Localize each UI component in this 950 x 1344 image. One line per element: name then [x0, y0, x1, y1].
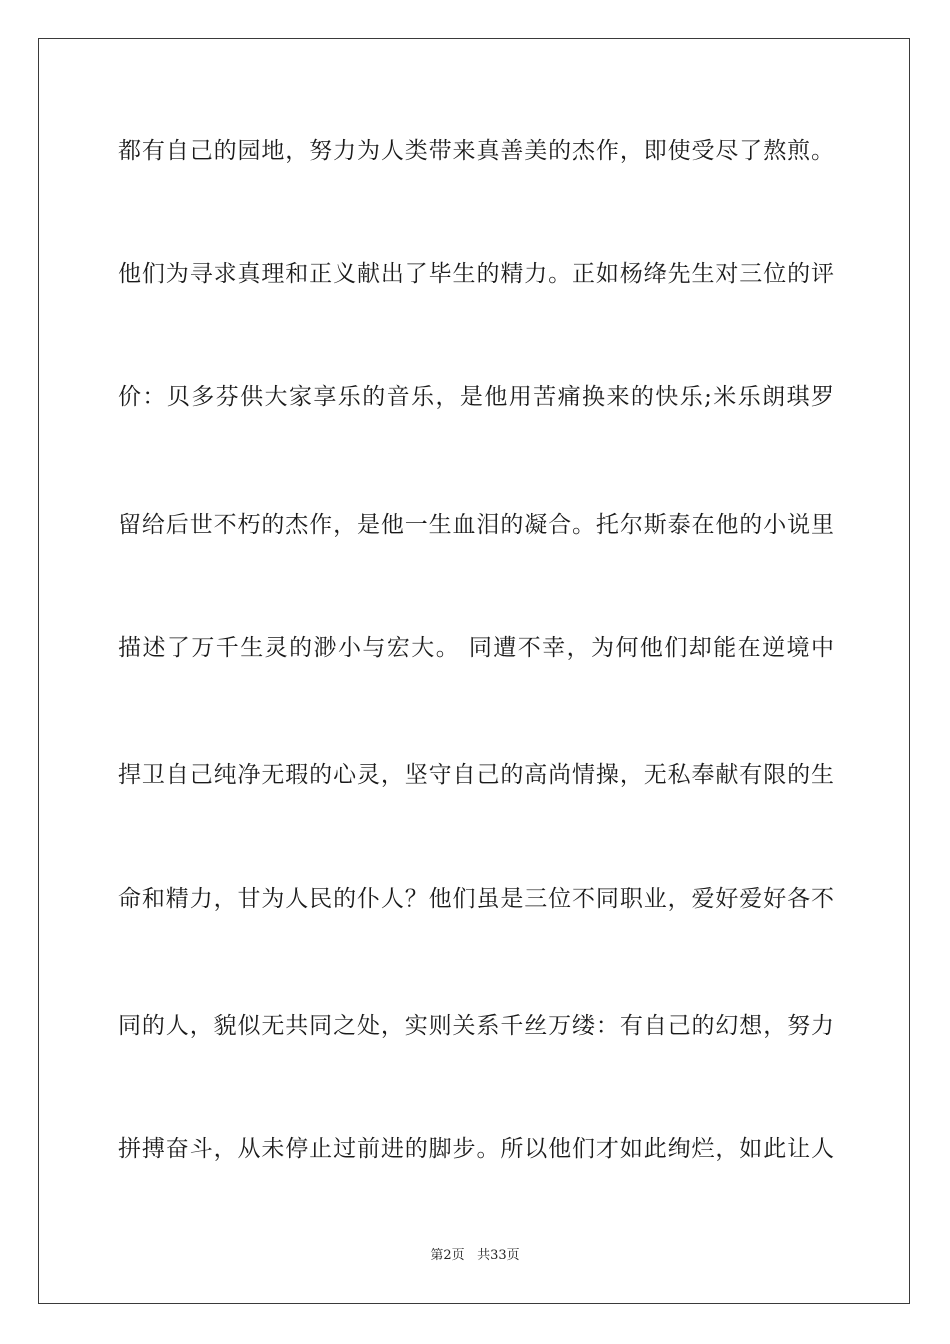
current-page-number: 第2页 — [430, 1248, 465, 1263]
text-line-6: 捍卫自己纯净无瑕的心灵，坚守自己的高尚情操，无私奉献有限的生 — [118, 762, 834, 788]
text-line-3: 价：贝多芬供大家享乐的音乐，是他用苦痛换来的快乐;米乐朗琪罗 — [118, 384, 834, 410]
text-line-9: 拼搏奋斗，从未停止过前进的脚步。所以他们才如此绚烂，如此让人 — [118, 1136, 834, 1162]
text-line-2: 他们为寻求真理和正义献出了毕生的精力。正如杨绛先生对三位的评 — [118, 261, 834, 287]
page-border — [38, 38, 910, 1304]
page-footer — [0, 1247, 950, 1265]
text-line-5: 描述了万千生灵的渺小与宏大。 同遭不幸，为何他们却能在逆境中 — [118, 635, 834, 661]
text-line-4: 留给后世不朽的杰作，是他一生血泪的凝合。托尔斯泰在他的小说里 — [118, 512, 834, 538]
text-line-7: 命和精力，甘为人民的仆人？他们虽是三位不同职业，爱好爱好各不 — [118, 886, 834, 912]
text-line-8: 同的人，貌似无共同之处，实则关系千丝万缕：有自己的幻想，努力 — [118, 1013, 834, 1039]
text-line-1: 都有自己的园地，努力为人类带来真善美的杰作，即使受尽了熬煎。 — [118, 138, 834, 164]
total-page-count: 共33页 — [477, 1248, 520, 1263]
